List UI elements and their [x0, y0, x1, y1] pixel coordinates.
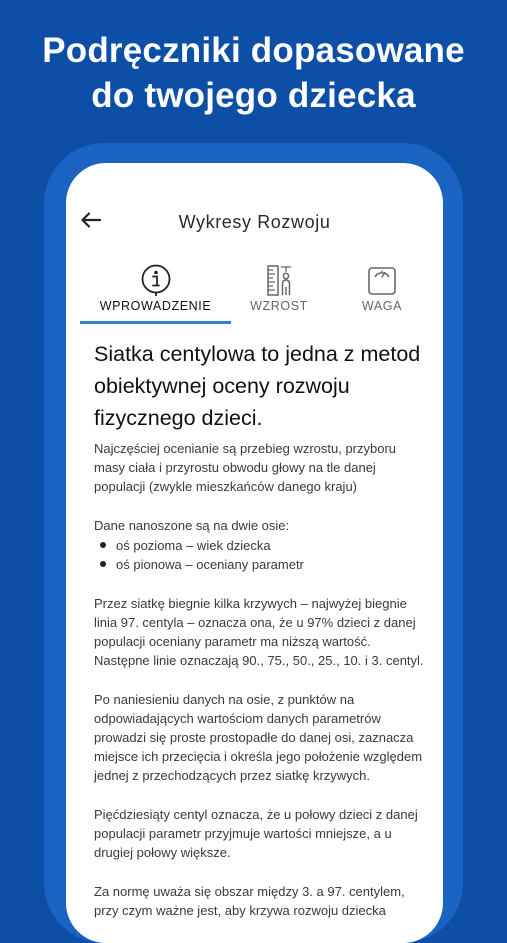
article-paragraph-3: Przez siatkę biegnie kilka krzywych – najwyżej biegnie linia 97. centyla – oznacza ona, że u 97% dzieci z danej populacji oceniany parametr ma niższą wartość. Następne linie oznaczają 90., 75., 50., 25., 10. i 3. centyl. — [94, 596, 424, 668]
scale-icon — [366, 263, 398, 297]
promo-headline-line1: Podręczniki dopasowane — [42, 31, 465, 70]
tab-introduction-label: WPROWADZENIE — [99, 299, 212, 313]
tab-height-label: WZROST — [250, 299, 308, 313]
article-paragraph-5: Pięćdziesiąty centyl oznacza, że u połowy dzieci z danej populacji parametr przyjmuje wartości mniejsze, a u drugiej połowy większe. — [94, 807, 418, 860]
tab-weight[interactable] — [334, 259, 430, 323]
info-icon — [140, 263, 172, 297]
axis-list — [94, 536, 424, 574]
article-content — [94, 338, 424, 920]
app-bar — [66, 163, 443, 253]
phone-screen — [66, 163, 443, 943]
list-item: oś pozioma – wiek dziecka — [94, 536, 424, 555]
page-title: Wykresy Rozwoju — [178, 212, 331, 232]
list-item: oś pionowa – oceniany parametr — [94, 555, 424, 574]
active-tab-indicator — [80, 321, 231, 324]
article-paragraph-2: Dane nanoszone są na dwie osie: — [94, 518, 290, 533]
promo-headline — [0, 28, 507, 118]
article-lead: Siatka centylowa to jedna z metod obiektywnej oceny rozwoju fizycznego dzieci. — [94, 342, 421, 430]
tab-height[interactable] — [231, 259, 327, 323]
tab-introduction[interactable] — [80, 259, 231, 323]
tab-bar — [66, 259, 443, 323]
article-paragraph-1: Najczęściej ocenianie są przebieg wzrostu, przyboru masy ciała i przyrostu obwodu głowy na tle danej populacji (zwykle mieszkańców danego kraju) — [94, 441, 397, 494]
height-ruler-icon — [263, 263, 295, 297]
article-paragraph-6: Za normę uważa się obszar między 3. a 97. centylem, przy czym ważne jest, aby krzywa rozwoju dziecka — [94, 884, 405, 918]
tab-weight-label: WAGA — [361, 299, 403, 313]
promo-headline-line2: do twojego dziecka — [91, 76, 416, 115]
article-paragraph-4: Po naniesieniu danych na osie, z punktów na odpowiadających wartościom danych parametrów prowadzi się proste prostopadłe do danej osi, zaznacza miejsce ich przecięcia i określa jego położenie względem jednej z przechodzących przez siatkę krzywych. — [94, 692, 423, 783]
